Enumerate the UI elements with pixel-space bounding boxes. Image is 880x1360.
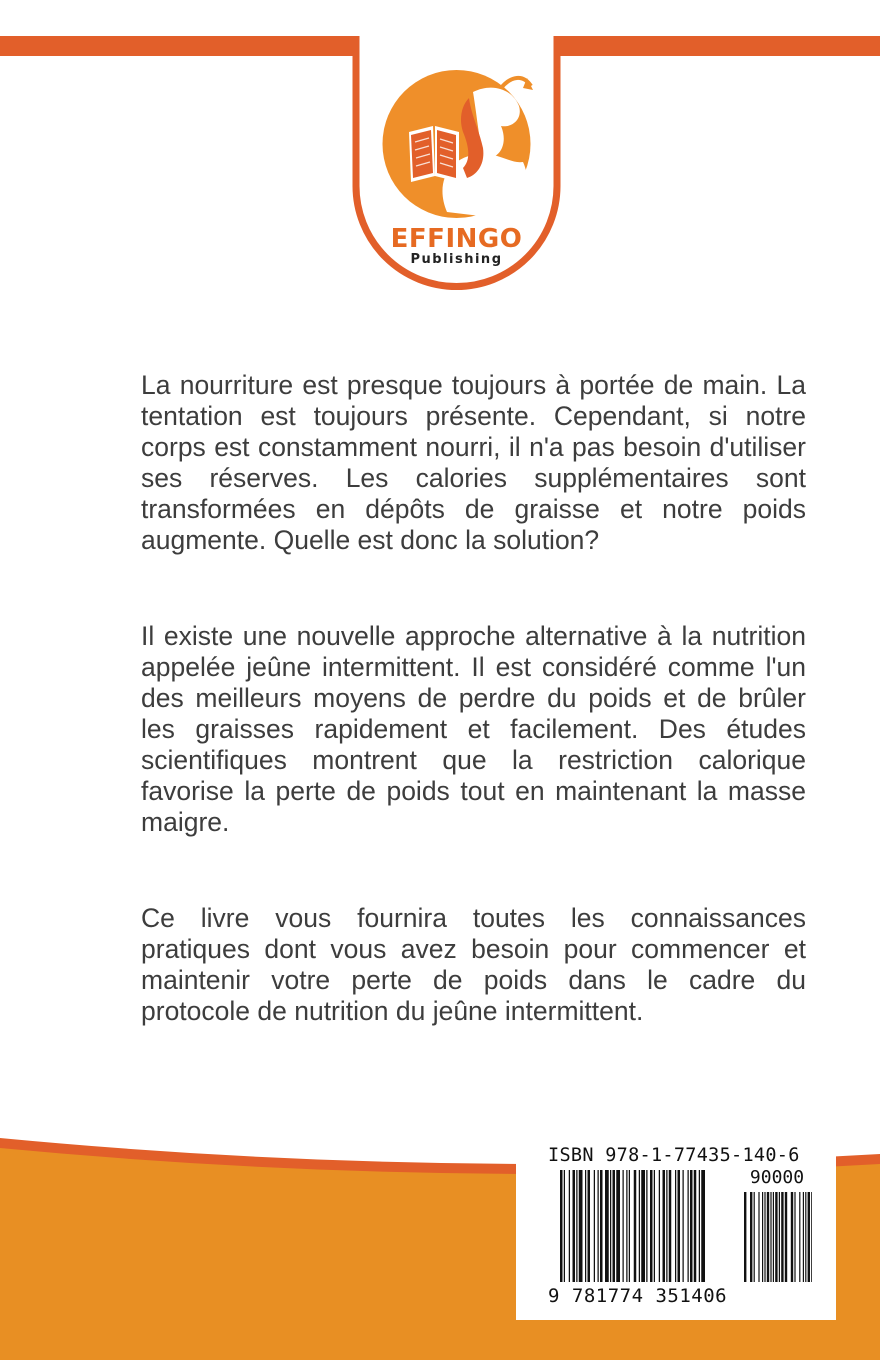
barcode-number: 9 781774 351406 [548,1285,728,1307]
price-addon: 90000 [740,1168,814,1188]
publisher-name: EFFINGO [390,224,523,254]
description-paragraph-2: Il existe une nouvelle approche alternative à la nutrition appelée jeûne intermittent. Il est considéré comme l'un des meilleurs moyens de perdre du poids et de brûler les graisses rapidement et facilement. Des études scientifiques montrent que la restriction calorique favorise la perte de poids tout en maintenant la masse maigre. [141,621,806,837]
description-paragraph-3: Ce livre vous fournira toutes les connaissances pratiques dont vous avez besoin pour commencer et maintenir votre perte de poids dans le cadre du protocole de nutrition du jeûne intermittent. [141,903,806,1026]
publisher-subtitle: Publishing [410,252,503,267]
description-paragraph-1: La nourriture est presque toujours à portée de main. La tentation est toujours présente. Cependant, si notre corps est constamment nourri, il n'a pas besoin d'utiliser ses réserves. Les calories supplémentaires sont transformées en dépôts de graisse et notre poids augmente. Quelle est donc la solution? [141,370,806,555]
isbn-label: ISBN 978-1-77435-140-6 [548,1145,800,1166]
